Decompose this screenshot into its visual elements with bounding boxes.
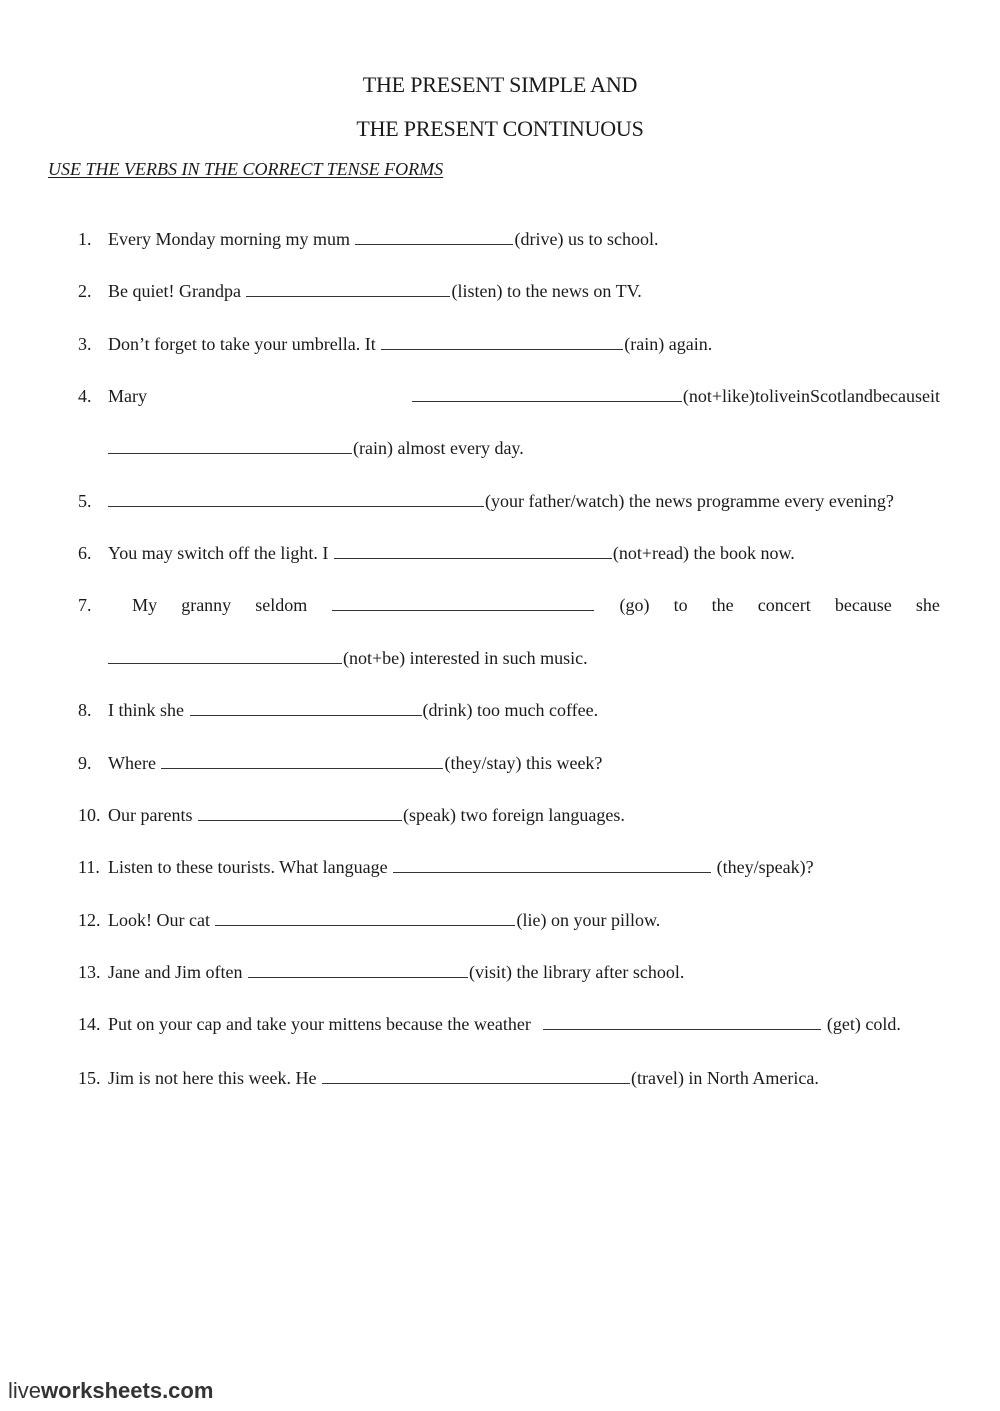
question-7 xyxy=(78,592,940,617)
question-text-after: (your father/watch) the news programme every evening? xyxy=(485,491,894,511)
question-number: 2. xyxy=(78,281,92,301)
question-number: 15. xyxy=(78,1068,101,1088)
question-text-before: I think she xyxy=(108,700,184,720)
question-word: it xyxy=(929,386,940,406)
question-15 xyxy=(78,1065,819,1090)
question-7-continuation xyxy=(108,645,588,670)
question-6 xyxy=(78,540,795,565)
question-number: 13. xyxy=(78,962,101,982)
question-text-before: Be quiet! Grandpa xyxy=(108,281,241,301)
question-1 xyxy=(78,226,658,251)
question-text-after: (listen) to the news on TV. xyxy=(451,281,642,301)
answer-blank[interactable] xyxy=(108,645,342,664)
question-text-before: Listen to these tourists. What language xyxy=(108,857,388,877)
question-number: 3. xyxy=(78,334,92,354)
question-8 xyxy=(78,697,598,722)
answer-blank[interactable] xyxy=(248,959,468,978)
question-number: 8. xyxy=(78,700,92,720)
question-10 xyxy=(78,802,625,827)
question-word: live xyxy=(769,386,796,406)
worksheet-title-line-1: THE PRESENT SIMPLE AND xyxy=(362,72,638,97)
question-word: seldom xyxy=(255,595,308,615)
question-word: granny xyxy=(181,595,232,615)
question-text-before: Our parents xyxy=(108,805,193,825)
question-word: Mary xyxy=(108,386,147,406)
answer-blank[interactable] xyxy=(198,802,402,821)
answer-blank[interactable] xyxy=(161,750,443,769)
question-word: My xyxy=(132,595,158,615)
question-2 xyxy=(78,278,642,303)
question-word: because xyxy=(834,595,892,615)
question-text-before: Look! Our cat xyxy=(108,910,210,930)
answer-blank[interactable] xyxy=(190,697,422,716)
question-text-after: (they/speak)? xyxy=(716,857,814,877)
question-4-continuation xyxy=(108,435,524,460)
answer-blank[interactable] xyxy=(334,540,612,559)
question-number: 9. xyxy=(78,753,92,773)
question-11 xyxy=(78,854,814,879)
question-13 xyxy=(78,959,684,984)
answer-blank[interactable] xyxy=(108,488,484,507)
question-text-before: Every Monday morning my mum xyxy=(108,229,350,249)
answer-blank[interactable] xyxy=(381,331,623,350)
question-text-before: Jane and Jim often xyxy=(108,962,243,982)
question-number: 11. xyxy=(78,857,100,877)
answer-blank[interactable] xyxy=(332,592,594,611)
question-word: (not+like) xyxy=(682,386,755,406)
question-number: 14. xyxy=(78,1014,101,1034)
question-text-after: (get) cold. xyxy=(826,1014,901,1034)
instructions: USE THE VERBS IN THE CORRECT TENSE FORMS xyxy=(48,159,444,179)
answer-blank[interactable] xyxy=(215,907,515,926)
question-number: 4. xyxy=(78,386,92,406)
question-14 xyxy=(78,1011,901,1036)
answer-blank[interactable] xyxy=(543,1011,821,1030)
question-3 xyxy=(78,331,712,356)
question-word: the xyxy=(711,595,734,615)
question-4 xyxy=(78,383,940,408)
answer-blank[interactable] xyxy=(412,383,682,402)
question-text-after: (drive) us to school. xyxy=(514,229,659,249)
liveworksheets-logo xyxy=(8,1378,213,1404)
answer-blank[interactable] xyxy=(108,435,352,454)
question-text-after: (rain) again. xyxy=(624,334,713,354)
answer-blank[interactable] xyxy=(393,854,711,873)
question-word: she xyxy=(915,595,940,615)
question-text-after: (not+read) the book now. xyxy=(612,543,795,563)
question-word: (go) xyxy=(619,595,650,615)
question-text-before: You may switch off the light. I xyxy=(108,543,329,563)
question-text-before: Put on your cap and take your mittens because the weather xyxy=(108,1014,531,1034)
logo-text-bold: worksheets.com xyxy=(41,1378,214,1403)
logo-text-light: live xyxy=(8,1378,42,1403)
question-text-before: Where xyxy=(108,753,156,773)
answer-blank[interactable] xyxy=(246,278,450,297)
question-text-after: (visit) the library after school. xyxy=(468,962,685,982)
question-word: to xyxy=(754,386,769,406)
question-number: 1. xyxy=(78,229,92,249)
question-number: 12. xyxy=(78,910,101,930)
question-word: because xyxy=(873,386,930,406)
question-text-after: (they/stay) this week? xyxy=(444,753,603,773)
question-word: concert xyxy=(757,595,811,615)
question-number: 10. xyxy=(78,805,101,825)
question-text-after: (lie) on your pillow. xyxy=(516,910,661,930)
question-number: 6. xyxy=(78,543,92,563)
question-text-after: (not+be) interested in such music. xyxy=(343,648,588,668)
worksheet-title-line-2: THE PRESENT CONTINUOUS xyxy=(356,116,644,141)
question-number: 7. xyxy=(78,595,92,615)
question-word: to xyxy=(673,595,688,615)
question-text-before: Jim is not here this week. He xyxy=(108,1068,317,1088)
question-text-after: (travel) in North America. xyxy=(630,1068,819,1088)
question-text-after: (rain) almost every day. xyxy=(353,438,524,458)
answer-blank[interactable] xyxy=(322,1065,630,1084)
question-text-before: Don’t forget to take your umbrella. It xyxy=(108,334,376,354)
question-word: in xyxy=(796,386,811,406)
question-text-after: (drink) too much coffee. xyxy=(422,700,599,720)
question-9 xyxy=(78,750,602,775)
question-number: 5. xyxy=(78,491,92,511)
question-word: Scotland xyxy=(810,386,874,406)
question-12 xyxy=(78,907,660,932)
question-5 xyxy=(78,488,894,513)
answer-blank[interactable] xyxy=(355,226,513,245)
question-text-after: (speak) two foreign languages. xyxy=(402,805,625,825)
